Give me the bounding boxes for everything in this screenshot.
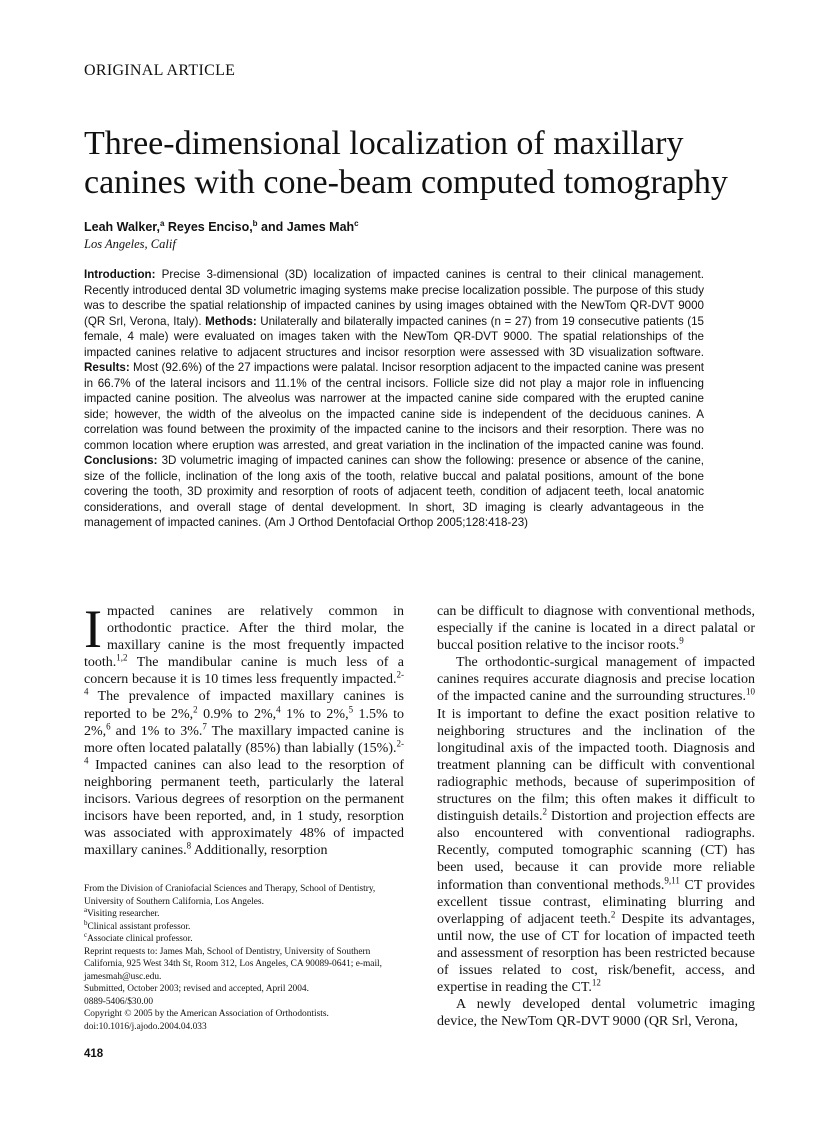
footnote-role (84, 930, 404, 946)
title-line-1: Three-dimensional localization of maxillary (84, 125, 684, 162)
drop-cap: I (84, 599, 102, 659)
citation-ref: 10 (746, 686, 755, 697)
footnote-mark: a (84, 905, 88, 914)
abstract-intro-text: Precise 3-dimensional (3D) localization of impacted canines is central to their clinical management. Recently introduced dental 3D volumetric imaging systems make precise localization possible. The purpose of this study was to describe the spatial relationship of impacted canines by using images obtained with the NewTom QR-DVT 9000 (QR Srl, Verona, Italy). (84, 268, 704, 328)
author-name: Leah Walker, (84, 220, 160, 235)
body-paragraph (437, 996, 755, 1030)
body-text: The maxillary impacted canine is more often located palatally (85%) than labially (15%). (84, 723, 404, 756)
footnote-doi: doi:10.1016/j.ajodo.2004.04.033 (84, 1021, 207, 1032)
citation-ref: 6 (106, 721, 111, 731)
citation-ref: 8 (186, 840, 192, 851)
footnote-text: Associate clinical professor. (87, 934, 193, 944)
citation-ref: 9,11 (664, 874, 680, 885)
body-paragraph (437, 603, 755, 654)
author-name: Reyes Enciso, (167, 220, 253, 235)
author-affiliation-mark: a (159, 219, 165, 228)
article-title (84, 124, 784, 202)
body-text: Additionally, resorption (191, 843, 328, 859)
footnote-mark: b (84, 918, 88, 927)
citation-ref: 2 (610, 909, 616, 920)
body-column-right (437, 603, 755, 1030)
body-text: can be difficult to diagnose with conventional methods, especially if the canine is located in a direct palatal or buccal position relative to the incisor roots. (437, 604, 755, 654)
citation-ref: 7 (202, 721, 207, 731)
citation-ref: 5 (348, 703, 354, 714)
body-text: Distortion and projection effects are also encountered with conventional radiographs. Recently, computed tomographic scanning (CT) has been used, because it can provide more reliable information than conventional methods. (437, 809, 755, 893)
abstract-conclusions-label: Conclusions: (84, 454, 158, 467)
body-paragraph (84, 599, 404, 859)
author-affiliation-mark: c (354, 219, 359, 228)
footnote-submitted: Submitted, October 2003; revised and accepted, April 2004. (84, 984, 309, 994)
author-location: Los Angeles, Calif (84, 237, 176, 251)
abstract-conclusions-text: 3D volumetric imaging of impacted canines can show the following: presence or absence of the canine, size of the follicle, inclination of the long axis of the tooth, relative buccal and palatal positions, amount of the bone covering the tooth, 3D proximity and resorption of roots of adjacent teeth, condition of adjacent teeth, local anatomic considerations, and overall stage of dental development. In short, 3D imaging is clearly advantageous in the management of impacted canines. (Am J Orthod Dentofacial Orthop 2005;128:418-23) (84, 454, 704, 529)
title-line-2: canines with cone-beam computed tomography (84, 164, 728, 201)
footnote-role (84, 918, 404, 934)
abstract-results-text: Most (92.6%) of the 27 impactions were palatal. Incisor resorption adjacent to the impacted canine was present in 66.7% of the lateral incisors and 11.1% of the central incisors. Follicle size did not play a major role in influencing impacted canine position. The alveolus was narrower at the impacted canine side compared with the erupted canine side; however, the width of the alveolus on the impacted canine side is independent of the deciduous canines. A correlation was found between the proximity of the impacted canine to the incisors and their resorption. There was no common location where eruption was arrested, and great variation in the inclination of the impacted canine was found. (84, 361, 704, 452)
abstract (84, 267, 704, 531)
abstract-methods-text: Unilaterally and bilaterally impacted canines (n = 27) from 19 consecutive patients (15 female, 4 male) were evaluated on images taken with the NewTom QR-DVT 9000. The spatial relationships of the impacted canines relative to adjacent structures and incisor resorption were assessed with 3D visualization software. (84, 314, 704, 359)
body-text: 1.5% to 2%, (84, 706, 404, 739)
body-text: and 1% to 3%. (110, 723, 203, 739)
body-text: The prevalence of impacted maxillary canines is reported to be 2%, (84, 689, 404, 722)
page-number: 418 (84, 1048, 104, 1060)
abstract-methods-label: Methods: (205, 314, 257, 328)
footnote-affiliation: From the Division of Craniofacial Sciences and Therapy, School of Dentistry, University of Southern California, Los Angeles. (84, 884, 376, 907)
footnotes (84, 883, 404, 1033)
footnote-copyright: Copyright © 2005 by the American Association of Orthodontists. (84, 1009, 329, 1019)
citation-ref: 2 (542, 806, 548, 817)
body-text: Despite its advantages, until now, the use of CT for location of impacted teeth and assessment of resorption has been restricted because of issues related to cost, risk/benefit, access, and expertise in reading the CT. (437, 911, 755, 996)
body-text: It is important to define the exact position relative to neighboring structures and the inclination of the longitudinal axis of the impacted tooth. Diagnosis and treatment planning can be difficult with conventional radiographic methods, because of superimposition of structures on the film; this often makes it difficult to distinguish details. (437, 706, 755, 825)
citation-ref: 12 (591, 977, 601, 988)
body-text: mpacted canines are relatively common in orthodontic practice. After the third molar, the maxillary canine is the most frequently impacted tooth. (84, 604, 404, 671)
section-label: ORIGINAL ARTICLE (84, 62, 236, 79)
footnote-text: Clinical assistant professor. (87, 921, 191, 932)
author-connector: and (261, 220, 284, 235)
body-text: Impacted canines can also lead to the resorption of neighboring permanent teeth, particularly the lateral incisors. Various degrees of resorption on the permanent incisors have been reported, and, in 1 study, resorption was associated with approximately 48% of impacted maxillary canines. (84, 757, 404, 859)
citation-ref: 2 (193, 703, 198, 714)
body-column-left (84, 599, 404, 859)
body-text: 0.9% to 2%, (197, 706, 277, 722)
footnote-reprints: Reprint requests to: James Mah, School of Dentistry, University of Southern California, 925 West 34th St, Room 312, Los Angeles, CA 90089-0641; e-mail, jamesmah@usc.edu. (84, 946, 383, 982)
abstract-results-label: Results: (84, 361, 130, 374)
footnote-role (84, 905, 404, 921)
author-affiliation-mark: b (252, 219, 258, 228)
citation-ref: 1,2 (116, 652, 128, 663)
body-paragraph (437, 654, 755, 996)
body-text: CT provides excellent tissue contrast, eliminating blurring and overlapping of adjacent teeth. (437, 877, 756, 927)
author-name: James Mah (286, 220, 355, 235)
body-text: 1% to 2%, (280, 706, 349, 722)
author-list (84, 219, 359, 234)
footnote-mark: c (84, 930, 88, 939)
body-text: A newly developed dental volumetric imaging device, the NewTom QR-DVT 9000 (QR Srl, Verona, (437, 997, 755, 1030)
citation-ref: 4 (276, 703, 281, 714)
body-text: The mandibular canine is much less of a concern because it is 10 times less frequently impacted. (84, 655, 404, 688)
abstract-intro-label: Introduction: (84, 268, 156, 281)
body-text: The orthodontic-surgical management of impacted canines requires accurate diagnosis and precise location of the impacted canine and the surrounding structures. (437, 655, 755, 705)
citation-ref: 2-4 (84, 738, 404, 766)
citation-ref: 2-4 (84, 669, 404, 697)
footnote-text: Visiting researcher. (87, 909, 160, 919)
footnote-issn: 0889-5406/$30.00 (84, 996, 154, 1007)
citation-ref: 9 (679, 635, 684, 646)
